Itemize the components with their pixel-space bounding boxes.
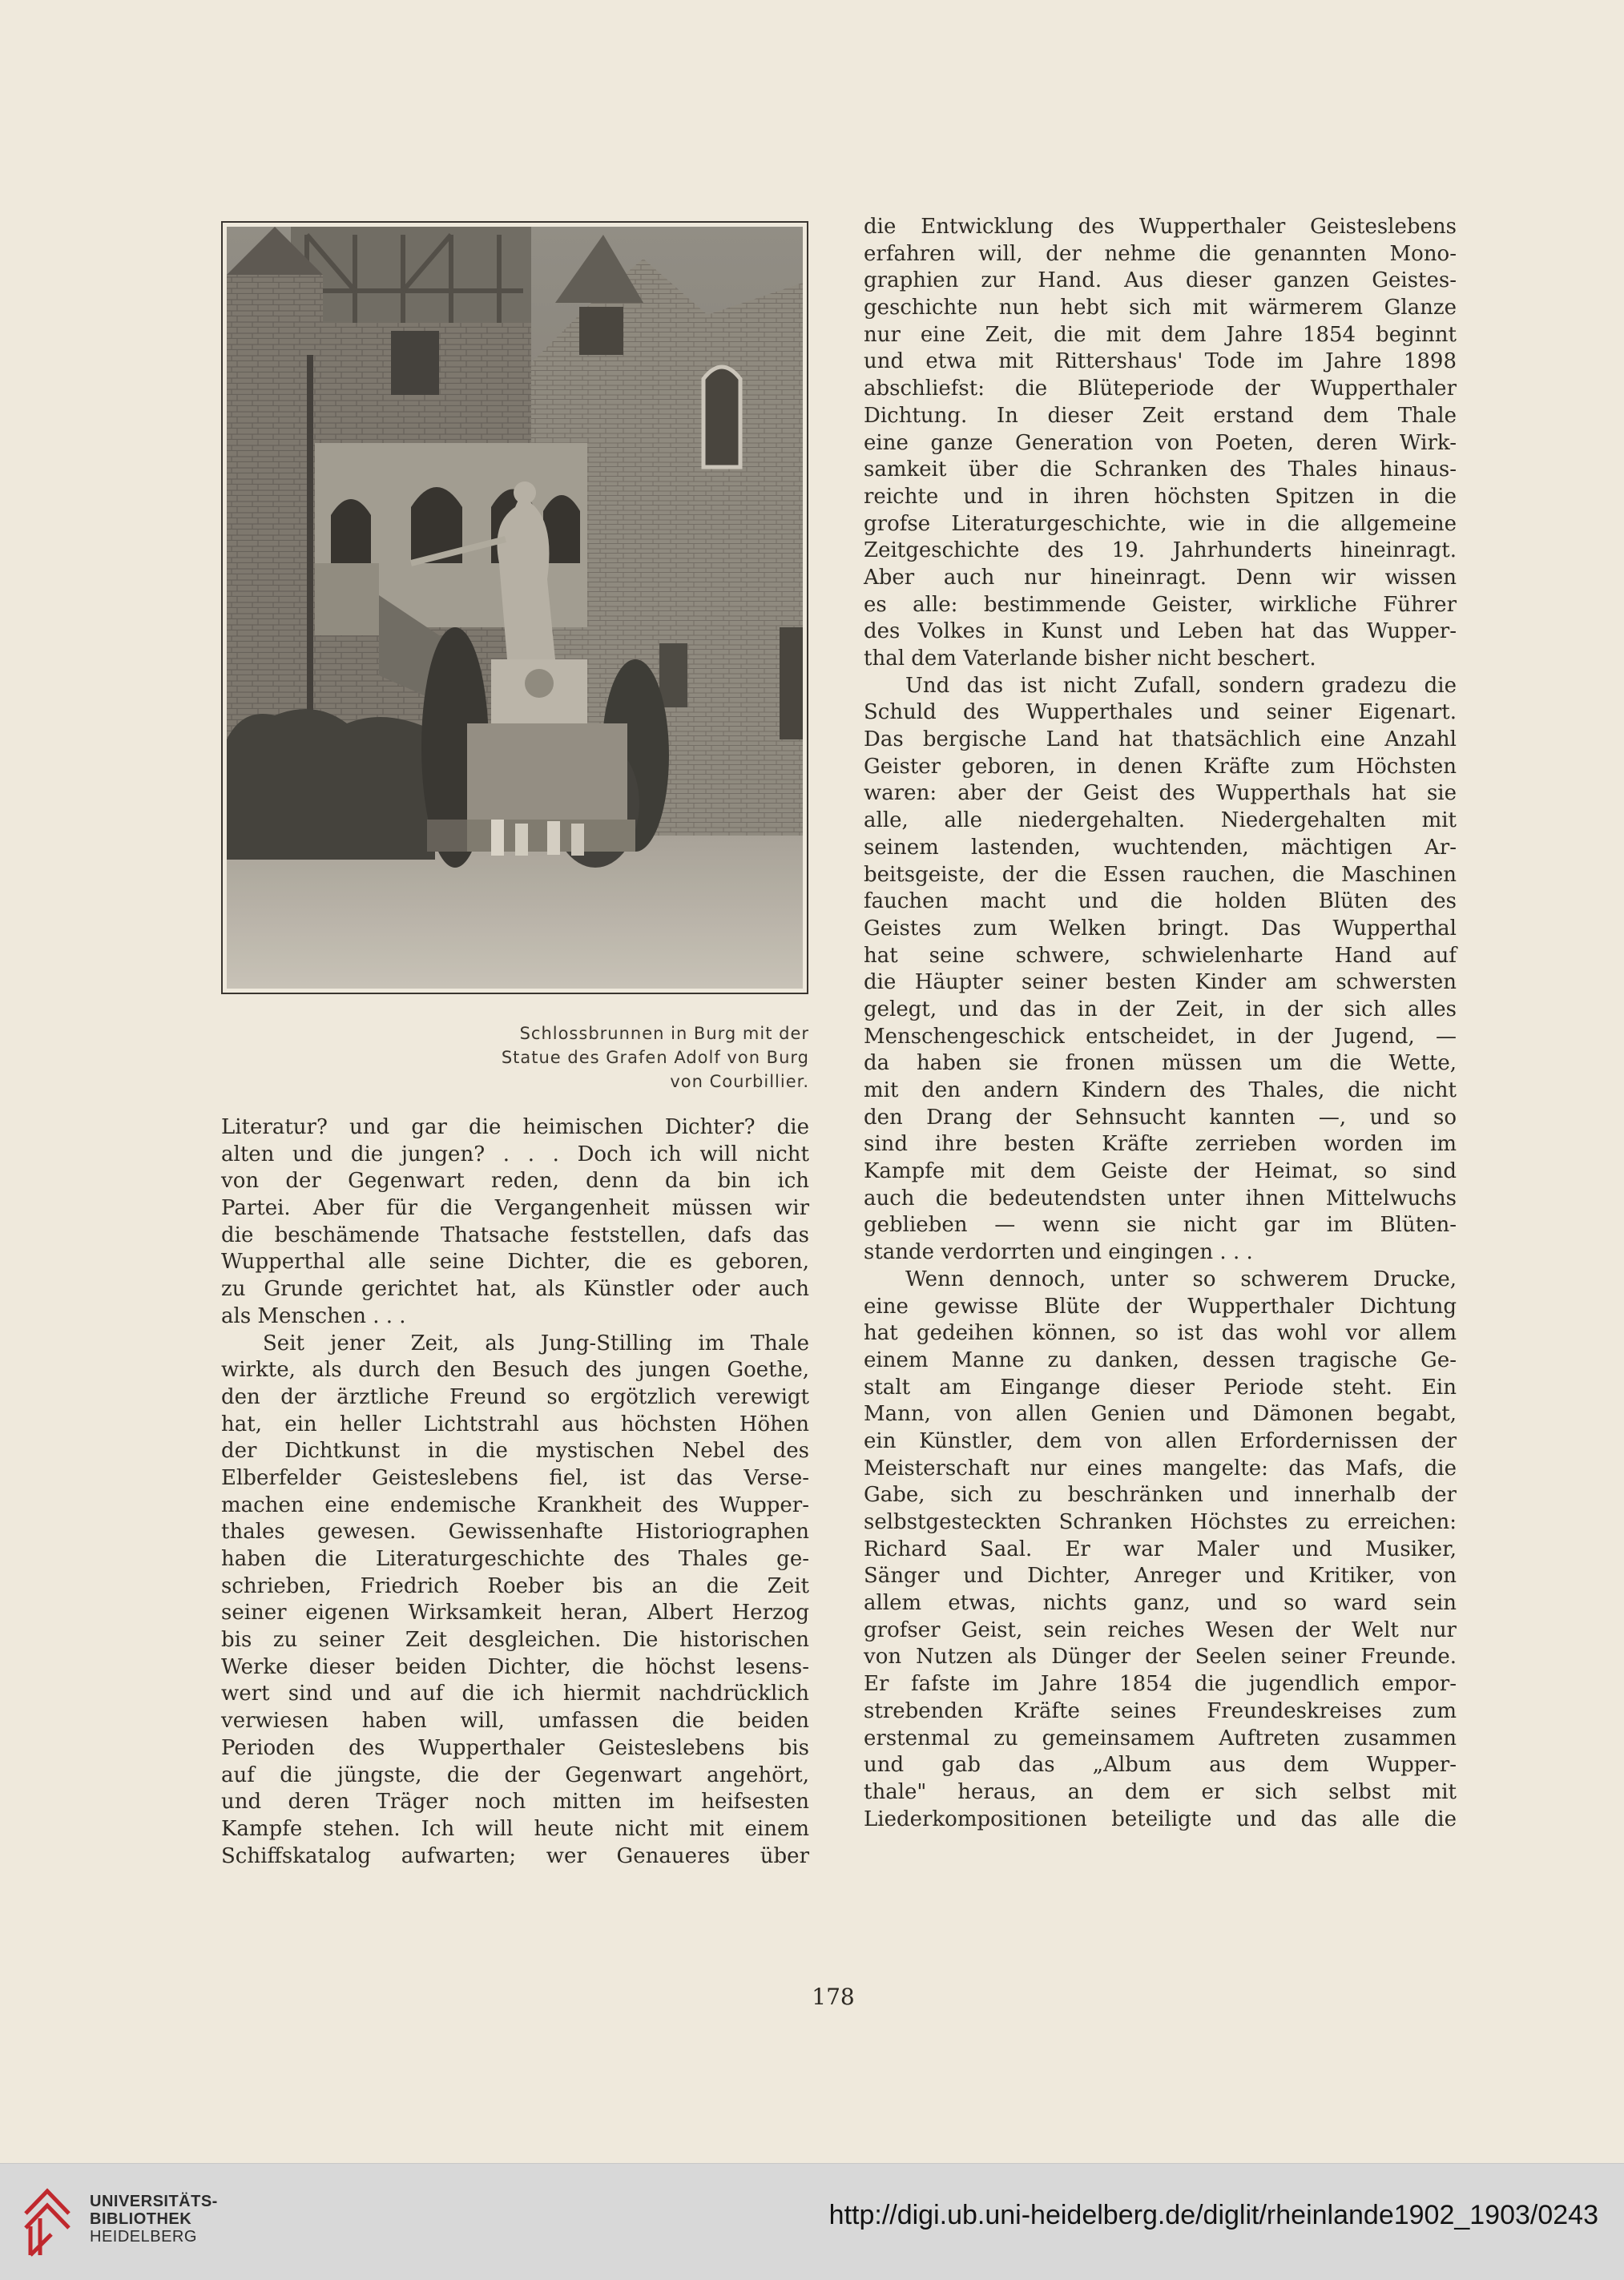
page-number: 178 [812,1984,855,2010]
text-line: machen eine endemische Krankheit des Wupper- [221,1492,809,1517]
text-line: Wenn dennoch, unter so schwerem Drucke, [905,1267,1457,1291]
text-line: den der ärztliche Freund so ergötzlich verewigt [221,1384,809,1409]
text-line: reichte und in ihren höchsten Spitzen in die [864,484,1457,509]
text-line: allem etwas, nichts ganz, und so ward sein [864,1591,1457,1616]
courtyard-fountain-photo [227,227,803,989]
text-line: Aber auch nur hineinragt. Denn wir wissen [864,565,1457,590]
text-line: graphien zur Hand. Aus dieser ganzen Geistes- [864,268,1457,293]
text-line: Schiffskatalog aufwarten; wer Genaueres über [221,1843,809,1868]
text-line: auch die bedeutendsten unter ihnen Mittelwuchs [864,1186,1457,1210]
text-line: von Nutzen als Dünger der Seelen seiner Freunde. [864,1645,1457,1670]
text-line: Das bergische Land hat thatsächlich eine Anzahl [864,727,1457,752]
text-line: abschliefst: die Blüteperiode der Wupperthaler [864,377,1457,401]
viewer-footer [0,2163,1624,2280]
text-line: sind ihre besten Kräfte zerrieben worden im [864,1132,1457,1157]
text-line: Geistes zum Welken bringt. Das Wupperthal [864,916,1457,941]
text-line: grofse Literaturgeschichte, wie in die allgemeine [864,511,1457,536]
text-line: verwiesen haben will, umfassen die beiden [221,1709,809,1734]
text-line: schrieben, Friedrich Roeber bis an die Zeit [221,1573,809,1598]
text-line: beitsgeiste, der die Essen rauchen, die Maschinen [864,862,1457,887]
text-line: Liederkompositionen beteiligte und das alle die [864,1807,1457,1831]
text-line: waren: aber der Geist des Wupperthals hat sie [864,781,1457,806]
library-name-line: HEIDELBERG [90,2228,197,2246]
text-line: mit den andern Kindern des Thales, die nicht [864,1078,1457,1102]
text-line: grofser Geist, sein reiches Wesen der Welt nur [864,1617,1457,1642]
text-line: hat gedeihen können, so ist das wohl vor allem [864,1321,1457,1346]
text-line: stalt am Eingange dieser Periode steht. Ein [864,1375,1457,1400]
text-line: Zeitgeschichte des 19. Jahrhunderts hineinragt. [864,538,1457,563]
text-line: seiner eigenen Wirksamkeit heran, Albert Herzog [221,1601,809,1625]
text-line: des Volkes in Kunst und Leben hat das Wupper- [864,619,1457,644]
text-line: samkeit über die Schranken des Thales hinaus- [864,457,1457,482]
text-line: und etwa mit Rittershaus' Tode im Jahre 1898 [864,349,1457,374]
text-line: thale" heraus, an dem er sich selbst mit [864,1779,1457,1804]
left-text-column [221,1114,809,1870]
text-line: Sänger und Dichter, Anreger und Kritiker, von [864,1564,1457,1589]
text-line: thales gewesen. Gewissenhafte Historiographen [221,1520,809,1545]
library-name[interactable] [90,2193,218,2246]
text-line: Partei. Aber für die Vergangenheit müssen wir [221,1196,809,1221]
text-line: fauchen macht und die holden Blüten des [864,889,1457,914]
text-line: nur eine Zeit, die mit dem Jahre 1854 beginnt [864,322,1457,347]
text-line: die Entwicklung des Wupperthaler Geisteslebens [864,215,1457,239]
text-line: die Häupter seiner besten Kinder am schwersten [864,970,1457,995]
text-line: als Menschen . . . [221,1303,406,1328]
text-line: Literatur? und gar die heimischen Dichter? die [221,1115,809,1139]
library-name-line: BIBLIOTHEK [90,2210,192,2228]
text-line: der Dichtkunst in die mystischen Nebel des [221,1439,809,1464]
text-line: hat, ein heller Lichtstrahl aus höchsten Höhen [221,1412,809,1436]
text-line: Perioden des Wupperthaler Geisteslebens bis [221,1735,809,1760]
text-line: Kampfe mit dem Geiste der Heimat, so sind [864,1159,1457,1184]
text-line: einem Manne zu danken, dessen tragische Ge- [864,1347,1457,1372]
text-line: auf die jüngste, die der Gegenwart angehört, [221,1762,809,1787]
text-line: Richard Saal. Er war Maler und Musiker, [864,1537,1457,1561]
text-line: Elberfelder Geisteslebens fiel, ist das Verse- [221,1465,809,1490]
text-line: eine gewisse Blüte der Wupperthaler Dichtung [864,1294,1457,1319]
text-line: da haben sie fronen müssen um die Wette, [864,1051,1457,1076]
right-text-column [864,214,1457,1833]
text-line: selbstgesteckten Schranken Höchstes zu erreichen: [864,1510,1457,1534]
photograph-plate [221,221,808,994]
text-line: Kampfe stehen. Ich will heute nicht mit einem [221,1816,809,1841]
text-line: eine ganze Generation von Poeten, deren Wirk- [864,430,1457,455]
figure-caption [449,1021,809,1094]
library-name-line: UNIVERSITÄTS- [90,2193,218,2210]
text-line: erfahren will, der nehme die genannten Mono- [864,241,1457,266]
text-line: seinem lastenden, wuchtenden, mächtigen Ar- [864,835,1457,860]
caption-line: Schlossbrunnen in Burg mit der [519,1024,809,1043]
text-line: es alle: bestimmende Geister, wirkliche Führer [864,592,1457,617]
text-line: Dichtung. In dieser Zeit erstand dem Thale [864,403,1457,428]
text-line: gelegt, und das in der Zeit, in der sich alles [864,997,1457,1021]
text-line: Menschengeschick entscheidet, in der Jugend, — [864,1024,1457,1049]
text-line: Werke dieser beiden Dichter, die höchst lesens- [221,1654,809,1679]
text-line: Seit jener Zeit, als Jung-Stilling im Thale [263,1331,809,1356]
text-line: hat seine schwere, schwielenharte Hand auf [864,943,1457,968]
text-line: den Drang der Sehnsucht kannten —, und so [864,1105,1457,1130]
text-line: Er fafste im Jahre 1854 die jugendlich empor- [864,1672,1457,1697]
text-line: geschichte nun hebt sich mit wärmerem Glanze [864,296,1457,320]
text-line: strebenden Kräfte seines Freundeskreises zum [864,1698,1457,1723]
text-line: wirkte, als durch den Besuch des jungen Goethe, [221,1358,809,1383]
text-line: wert sind und auf die ich hiermit nachdrücklich [221,1682,809,1706]
text-line: bis zu seiner Zeit desgleichen. Die historischen [221,1628,809,1653]
text-line: ein Künstler, dem von allen Erfordernissen der [864,1428,1457,1453]
text-line: Schuld des Wupperthales und seiner Eigenart. [864,700,1457,725]
ub-heidelberg-logo-icon[interactable] [19,2181,75,2262]
text-line: stande verdorrten und eingingen . . . [864,1240,1253,1265]
text-line: Wupperthal alle seine Dichter, die es geboren, [221,1250,809,1275]
text-line: und gab das „Album aus dem Wupper- [864,1753,1457,1778]
text-line: zu Grunde gerichtet hat, als Künstler oder auch [221,1277,809,1302]
caption-line: von Courbillier. [670,1072,809,1091]
text-line: Meisterschaft nur eines mangelte: das Mafs, die [864,1456,1457,1480]
text-line: thal dem Vaterlande bisher nicht beschert. [864,647,1316,671]
text-line: geblieben — wenn sie nicht gar im Blüten- [864,1213,1457,1238]
permalink-url[interactable]: http://digi.ub.uni-heidelberg.de/diglit/rheinlande1902_1903/0243 [828,2200,1598,2230]
text-line: von der Gegenwart reden, denn da bin ich [221,1169,809,1194]
text-line: alle, alle niedergehalten. Niedergehalten mit [864,808,1457,833]
text-line: und deren Träger noch mitten im heifsesten [221,1790,809,1815]
text-line: Gabe, sich zu beschränken und innerhalb der [864,1483,1457,1508]
text-line: erstenmal zu gemeinsamem Auftreten zusammen [864,1726,1457,1750]
caption-line: Statue des Grafen Adolf von Burg [501,1048,809,1067]
text-line: Und das ist nicht Zufall, sondern gradezu die [905,673,1457,698]
text-line: die beschämende Thatsache feststellen, dafs das [221,1223,809,1247]
text-line: haben die Literaturgeschichte des Thales ge- [221,1547,809,1571]
text-line: Mann, von allen Genien und Dämonen begabt, [864,1402,1457,1427]
text-line: alten und die jungen? . . . Doch ich will nicht [221,1142,809,1166]
text-line: Geister geboren, in denen Kräfte zum Höchsten [864,754,1457,779]
